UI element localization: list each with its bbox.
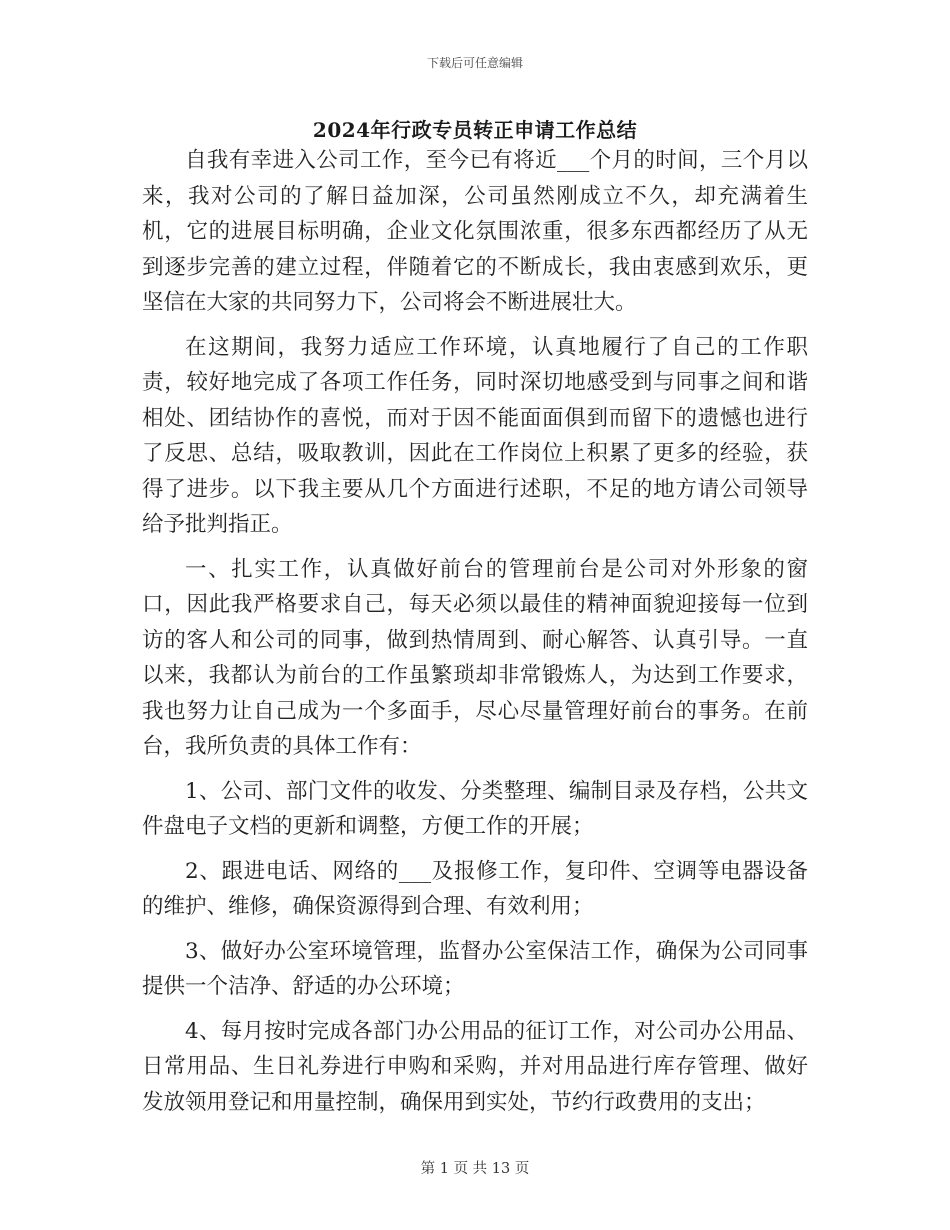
list-item-paragraph: 1、公司、部门文件的收发、分类整理、编制目录及存档，公共文件盘电子文档的更新和调整，方便工作的开展； [142,778,808,839]
page-number-footer: 第 1 页 共 13 页 [420,1161,530,1177]
document-title: 2024年行政专员转正申请工作总结 [312,118,638,142]
list-item-paragraph: 3、做好办公室环境管理，监督办公室保洁工作，确保为公司同事提供一个洁净、舒适的办公环境； [142,938,808,999]
paragraph: 自我有幸进入公司工作，至今已有将近___个月的时间，三个月以来，我对公司的了解日益加深，公司虽然刚成立不久，却充满着生机，它的进展目标明确，企业文化氛围浓重，很多东西都经历了从无到逐步完善的建立过程，伴随着它的不断成长，我由衷感到欢乐，更坚信在大家的共同努力下，公司将会不断进展壮大。 [142,148,808,315]
list-item-paragraph: 2、跟进电话、网络的___及报修工作，复印件、空调等电器设备的维护、维修，确保资源得到合理、有效利用； [142,858,808,919]
document-body [142,143,808,1129]
paragraph: 在这期间，我努力适应工作环境，认真地履行了自己的工作职责，较好地完成了各项工作任务，同时深切地感受到与同事之间和谐相处、团结协作的喜悦，而对于因不能面面俱到而留下的遗憾也进行了反思、总结，吸取教训，因此在工作岗位上积累了更多的经验，获得了进步。以下我主要从几个方面进行述职，不足的地方请公司领导给予批判指正。 [142,334,808,537]
list-item-paragraph: 4、每月按时完成各部门办公用品的征订工作，对公司办公用品、日常用品、生日礼券进行申购和采购，并对用品进行库存管理、做好发放领用登记和用量控制，确保用到实处，节约行政费用的支出； [142,1018,808,1115]
header-note: 下载后可任意编辑 [426,56,523,70]
paragraph: 一、扎实工作，认真做好前台的管理前台是公司对外形象的窗口，因此我严格要求自己，每天必须以最佳的精神面貌迎接每一位到访的客人和公司的同事，做到热情周到、耐心解答、认真引导。一直以来，我都认为前台的工作虽繁琐却非常锻炼人，为达到工作要求，我也努力让自己成为一个多面手，尽心尽量管理好前台的事务。在前台，我所负责的具体工作有： [142,556,808,759]
